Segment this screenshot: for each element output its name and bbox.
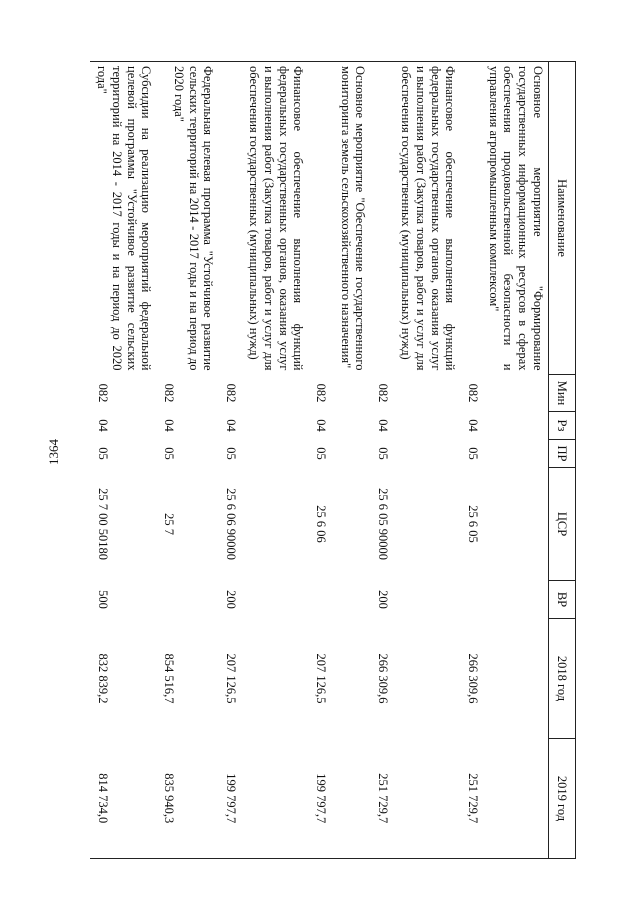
header-vr: ВР <box>549 581 576 619</box>
header-name: Наименование <box>549 62 576 375</box>
row-pr: 05 <box>376 447 391 460</box>
row-2018: 854 516,7 <box>162 653 177 704</box>
row-rz: 04 <box>376 419 391 432</box>
row-min: 082 <box>96 383 111 403</box>
row-rz: 04 <box>96 419 111 432</box>
row-name: Основное мероприятие "Обеспечение государственного мониторинга земель сельскохозяйственного назначения" <box>309 62 371 375</box>
row-pr: 05 <box>162 447 177 460</box>
row-csr: 25 7 00 50180 <box>96 488 111 560</box>
row-2019: 199 797,7 <box>309 739 371 859</box>
table-row <box>309 62 371 859</box>
row-2019: 251 729,7 <box>461 739 549 859</box>
row-2018: 207 126,5 <box>224 653 239 704</box>
row-2018: 266 309,6 <box>466 653 480 704</box>
row-pr: 05 <box>466 447 480 460</box>
table-row <box>157 62 219 859</box>
row-name: Финансовое обеспечение выполнения функций федеральных государственных органов, оказания услуг и выполнения работ (Закупка товаров, работ и услуг для обеспечения государственных (муниципальных) нужд) <box>371 62 461 375</box>
page-number: 1364 <box>46 439 61 465</box>
row-2018: 832 839,2 <box>96 653 111 704</box>
row-pr: 05 <box>96 447 111 460</box>
row-name: Федеральная целевая программа "Устойчивое развитие сельских территорий на 2014 - 2017 годы и на период до 2020 года" <box>157 62 219 375</box>
row-csr: 25 6 05 <box>466 505 480 543</box>
row-vr: 200 <box>224 590 239 609</box>
row-csr: 25 6 06 <box>314 505 329 543</box>
row-vr <box>309 581 371 619</box>
row-rz: 04 <box>466 419 480 432</box>
row-rz: 04 <box>162 419 177 432</box>
row-pr: 05 <box>314 447 329 460</box>
row-vr <box>157 581 219 619</box>
row-rz: 04 <box>314 419 329 432</box>
table-row <box>219 62 309 859</box>
budget-table <box>91 61 577 859</box>
row-csr: 25 6 05 90000 <box>376 488 391 560</box>
row-min: 082 <box>224 383 239 403</box>
table-row <box>371 62 461 859</box>
row-2018: 207 126,5 <box>314 653 329 704</box>
row-2019: 199 797,7 <box>219 739 309 859</box>
row-2019: 814 734,0 <box>91 739 157 859</box>
row-min: 082 <box>314 383 329 403</box>
row-min: 082 <box>466 383 480 403</box>
row-pr: 05 <box>224 447 239 460</box>
row-min: 082 <box>162 383 177 403</box>
table-row <box>461 62 549 859</box>
header-2018: 2018 год <box>549 619 576 739</box>
row-2019: 835 940,3 <box>157 739 219 859</box>
row-rz: 04 <box>224 419 239 432</box>
row-csr: 25 6 06 90000 <box>224 488 239 560</box>
row-csr: 25 7 <box>162 513 177 535</box>
row-2018: 266 309,6 <box>376 653 391 704</box>
table-row <box>91 62 157 859</box>
rotated-page-content <box>88 61 576 858</box>
row-name: Основное мероприятие "Формирование государственных информационных ресурсов в сферах обеспечения продовольственной безопасности и управления агропромышленным комплексом" <box>461 62 549 375</box>
row-name: Субсидии на реализацию мероприятий федеральной целевой программы "Устойчивое развитие сельских территорий на 2014 - 2017 годы и на период до 2020 года" <box>91 62 157 375</box>
row-vr: 200 <box>376 590 391 609</box>
row-vr <box>461 581 549 619</box>
header-pr: ПР <box>549 440 576 468</box>
row-min: 082 <box>376 383 391 403</box>
row-name: Финансовое обеспечение выполнения функций федеральных государственных органов, оказания услуг и выполнения работ (Закупка товаров, работ и услуг для обеспечения государственных (муниципальных) нужд) <box>219 62 309 375</box>
table-header-row <box>549 62 576 859</box>
header-csr: ЦСР <box>549 468 576 581</box>
header-2019: 2019 год <box>549 739 576 859</box>
header-min: Мин <box>549 375 576 412</box>
row-2019: 251 729,7 <box>371 739 461 859</box>
header-rz: Рз <box>549 412 576 440</box>
row-vr: 500 <box>96 590 111 609</box>
